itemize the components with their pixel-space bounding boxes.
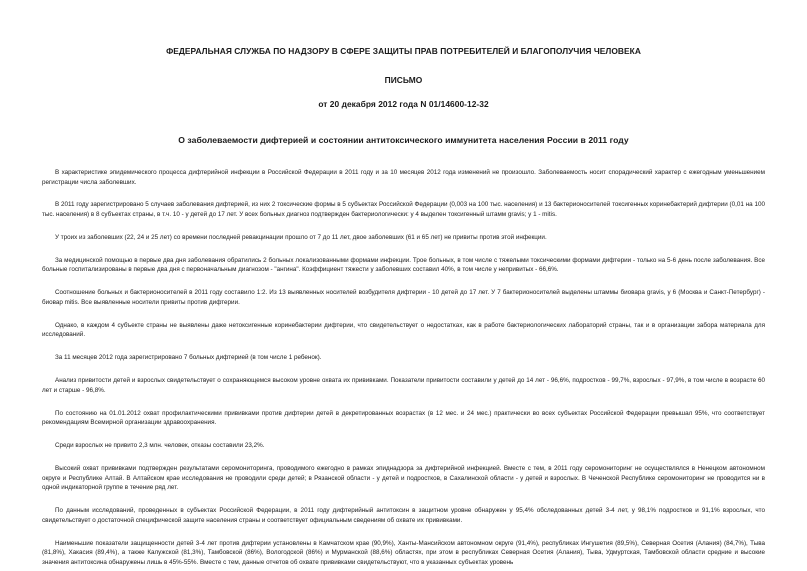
paragraph: По состоянию на 01.01.2012 охват профилактическими прививками против дифтерии детей в декретированных возрастах (в 12 мес. и 24 мес.) практически во всех субъектах Российской Федерации превышал 95%, что соответствует рекомендациям Всемирной организации здравоохранения. xyxy=(42,409,765,427)
paragraph: У троих из заболевших (22, 24 и 25 лет) со времени последней ревакцинации прошло от 7 до 11 лет, двое заболевших (61 и 65 лет) не привиты против этой инфекции. xyxy=(55,233,547,241)
paragraph: За 11 месяцев 2012 года зарегистрировано 7 больных дифтерией (в том числе 1 ребенок). xyxy=(55,354,322,362)
paragraph: Соотношение больных и бактерионосителей в 2011 году составило 1:2. Из 13 выявленных носителей возбудителя дифтерии - 10 детей до 17 лет. У 7 бактерионосителей выделены штаммы биовара gravis, у 6 (Москва и Санкт-Петербург) - биовар mitis. Все выявленные носители привиты против дифтерии. xyxy=(42,289,765,306)
agency-name: ФЕДЕРАЛЬНАЯ СЛУЖБА ПО НАДЗОРУ В СФЕРЕ ЗАЩИТЫ ПРАВ ПОТРЕБИТЕЛЕЙ И БЛАГОПОЛУЧИЯ ЧЕЛОВЕКА xyxy=(166,46,641,56)
paragraph: В характеристике эпидемического процесса дифтерийной инфекции в Российской Федерации в 2011 году и за 10 месяцев 2012 года изменений не произошло. Заболеваемость носит спорадический характер с ежегодным уменьшением регистрации числа заболевших. xyxy=(42,169,765,186)
document-subject: О заболеваемости дифтерией и состоянии антитоксического иммунитета населения России в 2011 году xyxy=(178,135,629,145)
paragraph: Наименьшие показатели защищенности детей 3-4 лет против дифтерии установлены в Камчатском крае (90,9%), Ханты-Мансийском автономном округе (91,4%), республиках Ингушетия (89,5%), Северная Осетия (Алания) (84,7%), Тыва (81,8%), Хакасия (89,4%), а также Калужской (81,3%), Тамбовской (86%), Вологодской (86%) и Мурманской (88,6%) областях, при этом в республиках Северная Осетия (Алания), Тыва, Удмуртская, Тамбовской области средние и высокие значения антитоксина обнаружены лишь в 45%-55%. Вместе с тем, данные отчетов об охвате прививками свидетельствуют, что в указанных субъектах уровень xyxy=(42,539,765,566)
document-header xyxy=(42,46,765,145)
document-body xyxy=(42,168,765,567)
paragraph: За медицинской помощью в первые два дня заболевания обратились 2 больных локализованными формами инфекции. Трое больных, в том числе с тяжелыми токсическими формами дифтерии - только на 5-6 день после заболевания. Все больные госпитализированы в первые два дня с первоначальным диагнозом - "ангина". Коэффициент тяжести у заболевших составил 40%, в том числе у непривитых - 66,6%. xyxy=(42,256,765,274)
paragraph: Однако, в каждом 4 субъекте страны не выявлены даже нетоксигенные коринебактерии дифтерии, что свидетельствует о недостатках, как в работе бактериологических лабораторий страны, так и в организации забора материала для исследований. xyxy=(42,321,765,339)
paragraph: Высокий охват прививками подтвержден результатами серомониторинга, проводимого ежегодно в рамках эпиднадзора за дифтерийной инфекцией. Вместе с тем, в 2011 году серомониторинг не осуществлялся в Ненецком автономном округе и Республике Алтай. В Алтайском крае исследования не проводили среди детей; в Рязанской области - у детей и подростков, в Сахалинской области - у детей и взрослых. В Чеченской Республике серомониторинг не проводится ни в одной индикаторной группе в течение ряд лет. xyxy=(42,465,765,492)
paragraph: По данным исследований, проведенных в субъектах Российской Федерации, в 2011 году дифтерийный антитоксин в защитном уровне обнаружен у 95,4% обследованных детей 3-4 лет, у 98,1% подростков и 91,1% взрослых, что свидетельствует о достаточной специфической защите населения страны и соответствует официальным сведениям об охвате их прививками. xyxy=(42,507,765,524)
paragraph: В 2011 году зарегистрировано 5 случаев заболевания дифтерией, из них 2 токсические формы в 5 субъектах Российской Федерации (0,003 на 100 тыс. населения) и 13 бактерионосителей токсигенных коринебактерий дифтерии (0,01 на 100 тыс. населения) в 8 субъектах страны, в т.ч. 10 - у детей до 17 лет. У всех больных диагноз подтвержден бактериологически: у 4 выделен токсигенный штамм gravis; у 1 - mitis. xyxy=(42,201,765,219)
paragraph: Среди взрослых не привито 2,3 млн. человек, отказы составили 23,2%. xyxy=(55,442,265,450)
document-date: от 20 декабря 2012 года N 01/14600-12-32 xyxy=(318,99,489,109)
document-type: ПИСЬМО xyxy=(384,75,423,85)
paragraph: Анализ привитости детей и взрослых свидетельствует о сохраняющемся высоком уровне охвата их прививками. Показатели привитости составили у детей до 14 лет - 96,6%, подростков - 99,7%, взрослых - 97,9%, в том числе в возрасте 60 лет и старше - 96,8%. xyxy=(42,377,765,394)
